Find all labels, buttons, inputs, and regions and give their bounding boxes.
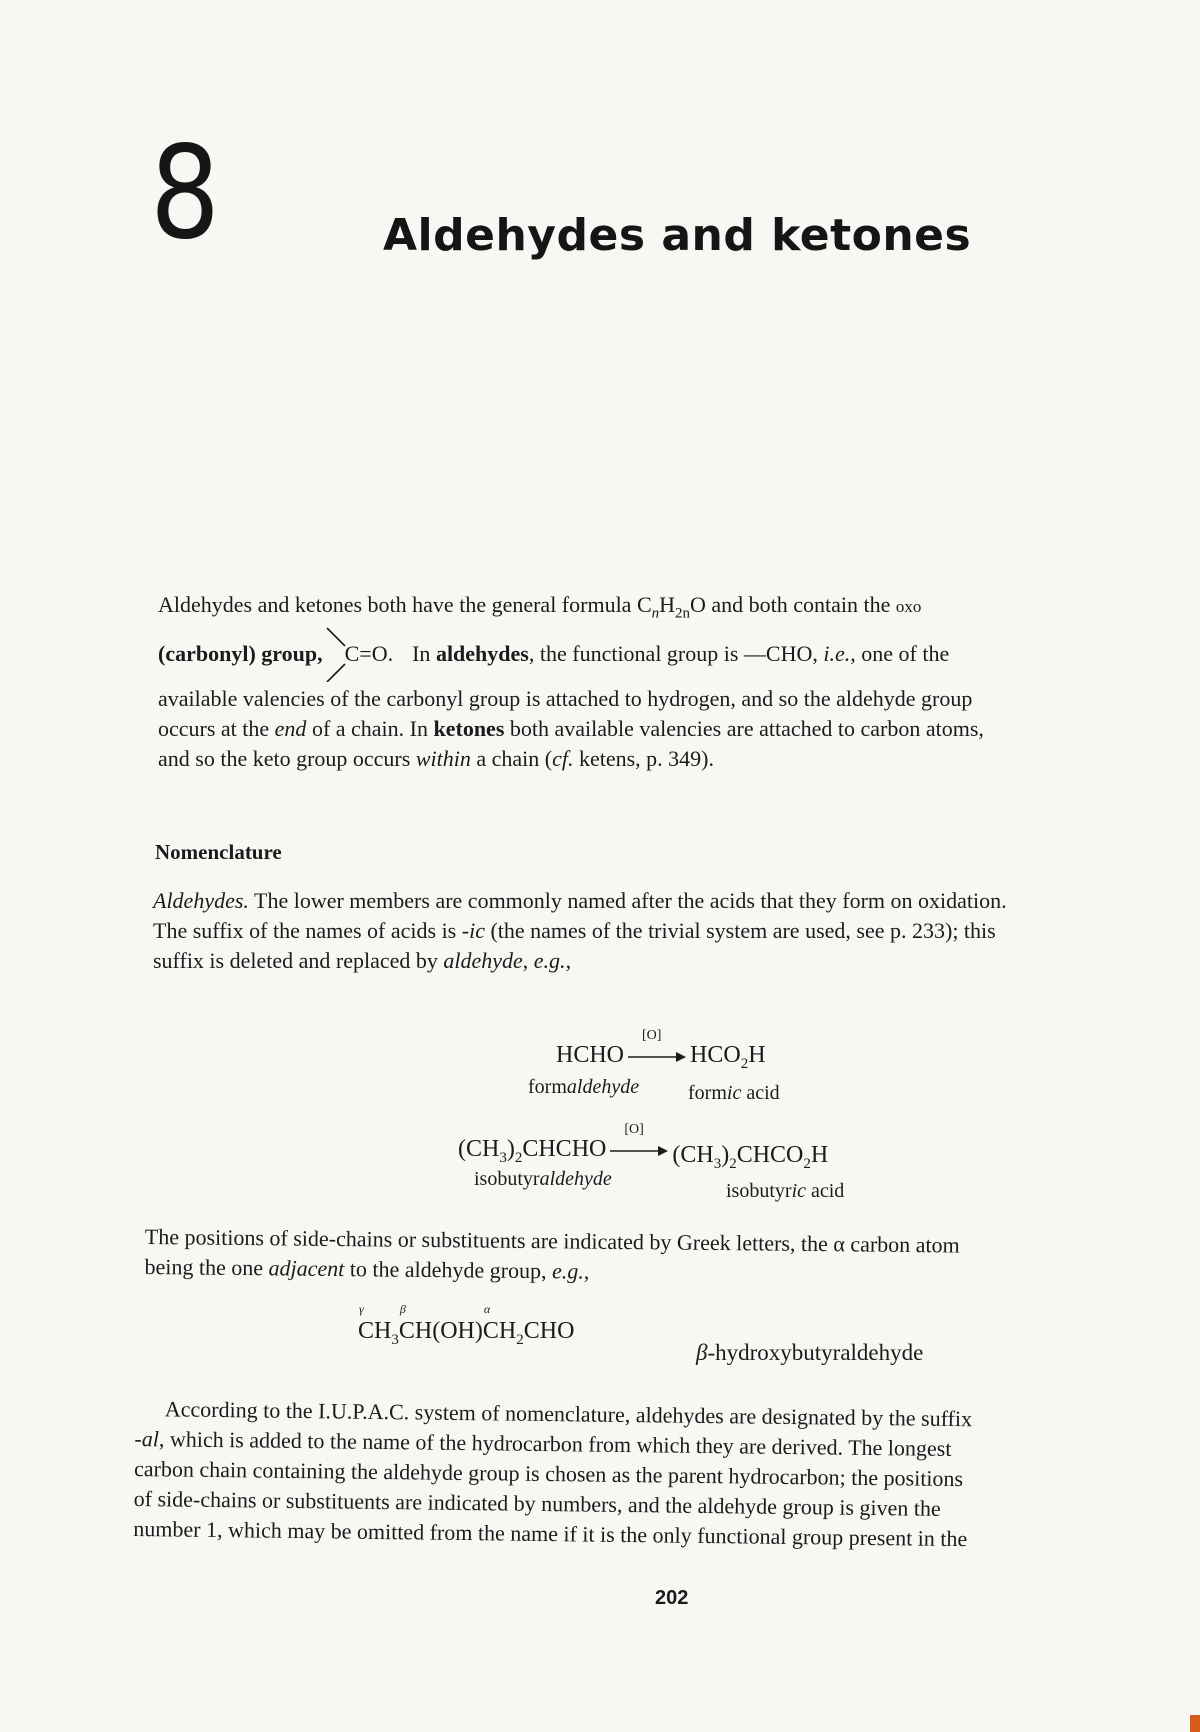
product-1-name bbox=[688, 1082, 780, 1105]
nomenclature-line-1 bbox=[153, 886, 1165, 916]
substituent-paragraph bbox=[144, 1222, 1165, 1293]
carbonyl-formula: C=O. bbox=[344, 641, 394, 666]
subscript: 3 bbox=[499, 1149, 507, 1166]
text: , bbox=[522, 948, 534, 973]
italic-term: e.g. bbox=[551, 1258, 584, 1284]
subscript: 3 bbox=[713, 1155, 722, 1172]
text: form bbox=[688, 1082, 727, 1104]
text: HCO bbox=[690, 1042, 741, 1068]
text: H bbox=[659, 592, 676, 617]
bold-term: aldehydes bbox=[435, 641, 529, 666]
text: HO bbox=[539, 1318, 575, 1344]
intro-paragraph bbox=[158, 590, 1168, 774]
intro-line-1 bbox=[158, 590, 1168, 622]
bold-term: (carbonyl) group, bbox=[158, 641, 323, 666]
page-number: 202 bbox=[655, 1587, 689, 1609]
text: Aldehydes and ketones both have the general formula C bbox=[158, 592, 652, 617]
product-2-name bbox=[726, 1180, 844, 1203]
oxidation-arrow bbox=[610, 1122, 668, 1160]
italic-term: Aldehydes. bbox=[153, 888, 249, 913]
subscript: 2 bbox=[516, 1331, 524, 1348]
text: C bbox=[482, 1318, 499, 1344]
nomenclature-line-2 bbox=[153, 916, 1165, 946]
text: form bbox=[528, 1076, 567, 1098]
greek-label: α bbox=[483, 1302, 491, 1316]
text: oxo bbox=[895, 597, 922, 616]
text: H bbox=[810, 1142, 829, 1168]
arrow-icon bbox=[628, 1052, 686, 1062]
nomenclature-line-3 bbox=[153, 946, 1165, 976]
text: , which is added to the name of the hydrocarbon from which they are derived. The longest bbox=[158, 1426, 952, 1461]
italic-term: i.e. bbox=[823, 641, 851, 666]
italic-term: ic bbox=[791, 1180, 806, 1202]
text: CHCHO bbox=[522, 1136, 607, 1162]
text: of a chain. In bbox=[306, 716, 434, 741]
text: H bbox=[374, 1318, 392, 1344]
text: H bbox=[498, 1318, 517, 1344]
reactant-1-name bbox=[528, 1076, 639, 1099]
text: , one of the bbox=[850, 641, 950, 666]
text: and so the keto group occurs bbox=[158, 746, 416, 771]
oxidant-label: [O] bbox=[624, 1122, 644, 1138]
alpha-carbon bbox=[482, 1302, 499, 1345]
text: O and both contain the bbox=[690, 592, 896, 617]
chapter-title: Aldehydes and ketones bbox=[383, 210, 972, 261]
italic-term: aldehyde bbox=[566, 1076, 640, 1098]
greek-label: β bbox=[696, 1340, 708, 1365]
iupac-line-3: carbon chain containing the aldehyde group is chosen as the parent hydrocarbon; the positions bbox=[133, 1455, 964, 1492]
subscript: 2 bbox=[729, 1155, 737, 1172]
product bbox=[690, 1042, 766, 1072]
text: (the names of the trivial system are used, see p. 233); this bbox=[484, 918, 996, 943]
text: isobutyr bbox=[474, 1168, 540, 1190]
intro-line-3: available valencies of the carbonyl group is attached to hydrogen, and so the aldehyde group bbox=[158, 686, 973, 711]
bold-term: ketones bbox=[433, 716, 505, 741]
nomenclature-paragraph bbox=[153, 886, 1165, 976]
italic-term: ic bbox=[726, 1082, 742, 1104]
subscript: 2 bbox=[740, 1055, 749, 1072]
text: ) bbox=[506, 1136, 515, 1162]
reactant bbox=[458, 1136, 607, 1166]
italic-term: end bbox=[274, 716, 307, 741]
subscript: 3 bbox=[391, 1331, 399, 1348]
iupac-line-5: number 1, which may be omitted from the name if it is the only functional group present in the bbox=[133, 1515, 968, 1552]
subscript: 2 bbox=[803, 1155, 811, 1172]
text: ketens, p. 349). bbox=[573, 746, 714, 771]
text: acid bbox=[806, 1180, 845, 1202]
chapter-number: 8 bbox=[150, 119, 221, 268]
italic-term: e.g. bbox=[533, 948, 566, 973]
italic-term: cf. bbox=[552, 746, 574, 771]
reactant: HCHO bbox=[556, 1042, 625, 1068]
text: being the one bbox=[144, 1253, 269, 1281]
gamma-carbon bbox=[358, 1302, 375, 1345]
italic-term: -al bbox=[134, 1425, 160, 1452]
intro-line-5 bbox=[158, 744, 1168, 774]
intro-line-2 bbox=[158, 626, 1168, 682]
text: C bbox=[523, 1318, 540, 1344]
text: isobutyr bbox=[726, 1180, 792, 1202]
italic-term: -ic bbox=[461, 918, 485, 943]
subscript: 2n bbox=[675, 605, 691, 622]
iupac-line-1: According to the I.U.P.A.C. system of nomenclature, aldehydes are designated by the suffix bbox=[164, 1396, 973, 1432]
text: C bbox=[398, 1318, 415, 1344]
carbonyl-structure bbox=[323, 626, 394, 682]
text: ) bbox=[721, 1142, 730, 1168]
aldehyde-carbon bbox=[524, 1318, 540, 1345]
text: CHCO bbox=[736, 1142, 804, 1168]
iupac-paragraph bbox=[133, 1394, 1167, 1557]
text: both available valencies are attached to carbon atoms, bbox=[504, 716, 984, 741]
intro-line-4 bbox=[158, 714, 1168, 744]
section-heading: Nomenclature bbox=[155, 840, 282, 864]
corner-mark bbox=[1190, 1715, 1200, 1732]
text: a chain ( bbox=[470, 746, 553, 771]
italic-term: aldehyde bbox=[539, 1168, 612, 1190]
product bbox=[672, 1142, 829, 1172]
reaction-2 bbox=[458, 1122, 829, 1172]
subscript: 2 bbox=[514, 1149, 523, 1166]
example-name bbox=[696, 1340, 923, 1366]
substituent-line-1: The positions of side-chains or substituents are indicated by Greek letters, the α carbon atom bbox=[144, 1223, 960, 1258]
beta-carbon bbox=[398, 1302, 415, 1345]
text: , bbox=[565, 948, 572, 973]
text: H(OH) bbox=[414, 1318, 483, 1344]
oxidation-arrow bbox=[628, 1028, 686, 1066]
oxidant-label: [O] bbox=[642, 1028, 662, 1044]
italic-term: adjacent bbox=[268, 1255, 345, 1282]
subscript: n bbox=[651, 605, 660, 622]
text: , the functional group is —CHO, bbox=[528, 641, 824, 666]
text: (CH bbox=[672, 1142, 714, 1168]
text: , bbox=[583, 1258, 590, 1284]
reactant-2-name bbox=[474, 1168, 612, 1191]
greek-label: β bbox=[399, 1302, 406, 1316]
italic-term: within bbox=[415, 746, 471, 771]
text: In bbox=[406, 641, 436, 666]
text: occurs at the bbox=[158, 716, 275, 741]
greek-label: γ bbox=[359, 1302, 364, 1316]
iupac-line-4: of side-chains or substituents are indicated by numbers, and the aldehyde group is given the bbox=[133, 1485, 941, 1521]
reaction-1 bbox=[556, 1028, 766, 1072]
text: to the aldehyde group, bbox=[344, 1256, 553, 1284]
text: suffix is deleted and replaced by bbox=[153, 948, 444, 973]
text: The lower members are commonly named after the acids that they form on oxidation. bbox=[248, 888, 1007, 913]
example-formula bbox=[358, 1302, 575, 1348]
text: C bbox=[358, 1318, 375, 1344]
text: -hydroxybutyraldehyde bbox=[707, 1340, 924, 1365]
arrow-icon bbox=[610, 1146, 668, 1156]
text: The suffix of the names of acids is bbox=[153, 918, 462, 943]
text: H bbox=[748, 1042, 766, 1068]
italic-term: aldehyde bbox=[443, 948, 523, 973]
text: (CH bbox=[458, 1136, 500, 1162]
text: acid bbox=[741, 1082, 780, 1104]
